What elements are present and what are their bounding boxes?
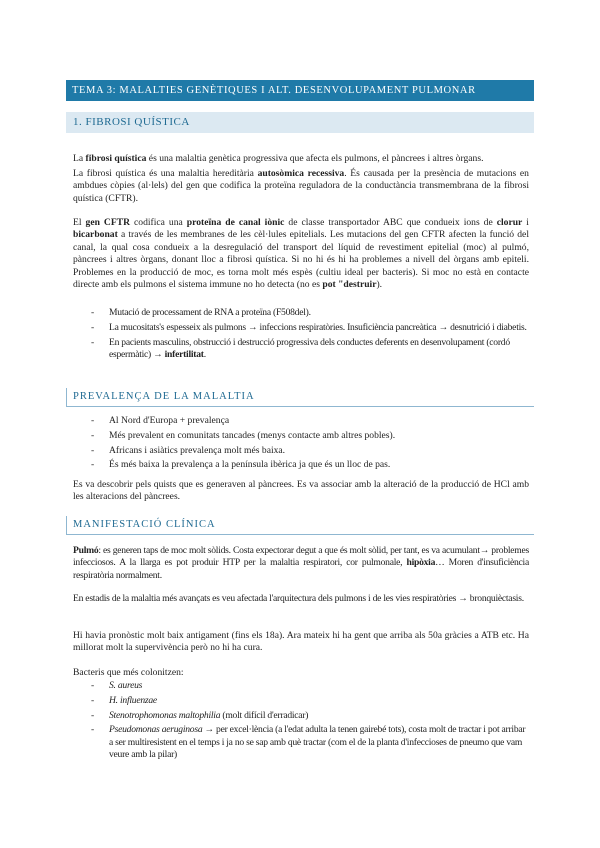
bacteria-intro: Bacteris que més colonitzen: (73, 667, 184, 678)
paragraph-pulmo: Pulmó: es generen taps de moc molt sòlids. Costa expectorar degut a que és molt sòlid, per tant, es va acumulant→ problemes infecciosos. A la llarga es pot produir HTP per la malaltia respiratori, cor pulmonale, hipòxia… Moren d'insuficiència respiratòria normalment. (73, 545, 529, 581)
section-heading-fibrosi-quistica: 1. FIBROSI QUÍSTICA (66, 112, 534, 133)
paragraph-advanced-stages: En estadis de la malaltia més avançats es veu afectada l'arquitectura dels pulmons i de les vies respiratòries → bronquièctasis. (73, 593, 524, 604)
paragraph-hereditary: La fibrosi quística és una malaltia hereditària autosòmica recessiva. És causada per la presència de mutacions en ambdues còpies (al·lels) del gen que codifica la proteïna reguladora de la conductància transmembrana de la fibrosi quística (CFTR). (73, 168, 529, 204)
list-item: - En pacients masculins, obstrucció i destrucció progressiva dels conductes deferents en desenvolupament (cordó espermàtic) → infertilitat. (73, 337, 531, 362)
prevalence-list (73, 415, 531, 474)
paragraph-prognosis: Hi havia pronòstic molt baix antigament (fins els 18a). Ara mateix hi ha gent que arriba als 50a gràcies a ATB etc. Ha millorat molt la supervivència però no hi ha cura. (73, 630, 529, 654)
list-item: - S. aureus (73, 680, 531, 692)
list-item: - Africans i asiàtics prevalença molt més baixa. (73, 445, 531, 457)
paragraph-cftr-gene: El gen CFTR codifica una proteïna de canal iònic de classe transportador ABC que condueix ions de clorur i bicarbonat a través de les membranes de les cèl·lules epitelials. Les mutacions del gen CFTR afecten la funció del canal, la qual cosa condueix a la desregulació del transport del líquid de revestiment epitelial (moc) al pulmó, pàncrees i altres òrgans, donant lloc a fibrosi quística. Si no hi és hi ha problemes a nivell del òrgans amb epiteli. Problemes en la producció de moc, es torna molt més espès (cultiu ideal per bacteris). Si moc no està en contacte directe amb els pulmons el sistema immune no ho detecta (no es pot "destruir). (73, 217, 529, 291)
list-item: - Més prevalent en comunitats tancades (menys contacte amb altres pobles). (73, 430, 531, 442)
cftr-consequences-list (73, 307, 531, 364)
paragraph-definition: La fibrosi quística és una malaltia genètica progressiva que afecta els pulmons, el pàncrees i altres òrgans. (73, 152, 484, 164)
list-item: - H. influenzae (73, 695, 531, 707)
list-item: - Mutació de processament de RNA a proteïna (F508del). (73, 307, 531, 319)
list-item: - Pseudomonas aeruginosa → per excel·lència (a l'edat adulta la tenen gairebé tots), costa molt de tractar i pot arribar a ser multiresistent en el temps i ja no se sap amb què tractar (com el de la planta d'infeccioses de pneumo que vam veure amb la pilar) (73, 724, 531, 761)
paragraph-discovery: Es va descobrir pels quists que es generaven al pàncrees. Es va associar amb la alteració de la producció de HCl amb les alteracions del pàncrees. (73, 479, 529, 503)
main-title: TEMA 3: MALALTIES GENÈTIQUES I ALT. DESENVOLUPAMENT PULMONAR (66, 80, 534, 101)
list-item: - Stenotrophomonas maltophilia (molt difícil d'erradicar) (73, 710, 531, 722)
section-heading-prevalenca: PREVALENÇA DE LA MALALTIA (66, 388, 534, 407)
list-item: - Al Nord d'Europa + prevalença (73, 415, 531, 427)
section-heading-manifestacio: MANIFESTACIÓ CLÍNICA (66, 516, 534, 535)
bacteria-list (73, 680, 531, 764)
list-item: - La mucositats's espesseix als pulmons → infeccions respiratòries. Insuficiència pancreàtica → desnutrició i diabetis. (73, 322, 531, 334)
list-item: - És més baixa la prevalença a la península ibèrica ja que és un lloc de pas. (73, 459, 531, 471)
